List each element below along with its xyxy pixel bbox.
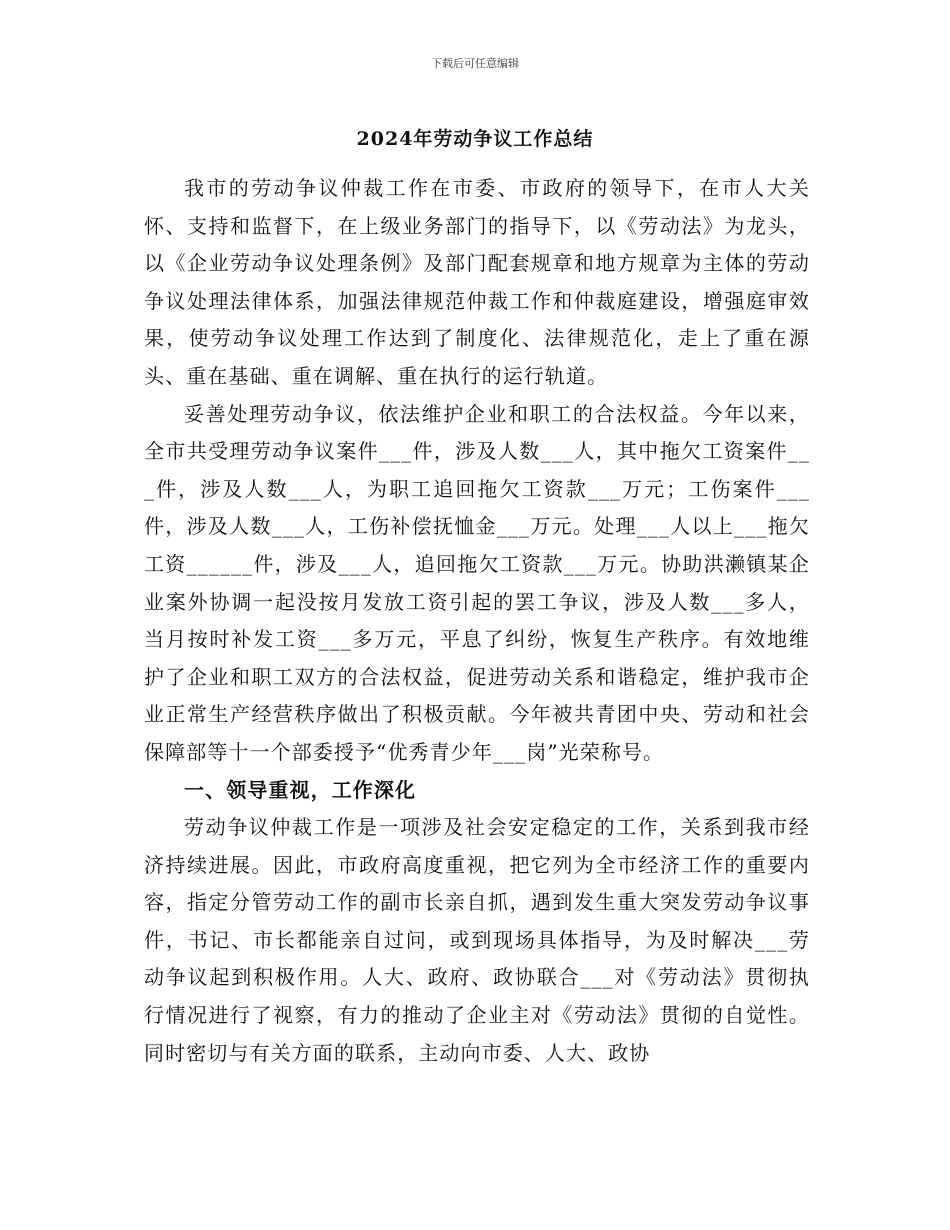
document-title: 2024年劳动争议工作总结	[356, 128, 594, 150]
section-heading-1: 一、领导重视，工作深化	[184, 777, 417, 802]
header-note: 下载后可任意编辑	[431, 57, 519, 70]
paragraph-intro: 我市的劳动争议仲裁工作在市委、市政府的领导下，在市人大关怀、支持和监督下，在上级业务部门的指导下，以《劳动法》为龙头，以《企业劳动争议处理条例》及部门配套规章和地方规章为主体的劳动争议处理法律体系，加强法律规范仲裁工作和仲裁庭建设，增强庭审效果，使劳动争议处理工作达到了制度化、法律规范化，走上了重在源头、重在基础、重在调解、重在执行的运行轨道。	[144, 176, 810, 388]
document-body	[144, 170, 810, 1072]
paragraph-leadership: 劳动争议仲裁工作是一项涉及社会安定稳定的工作，关系到我市经济持续进展。因此，市政府高度重视，把它列为全市经济工作的重要内容，指定分管劳动工作的副市长亲自抓，遇到发生重大突发劳动争议事件，书记、市长都能亲自过问，或到现场具体指导，为及时解决___劳动争议起到积极作用。人大、政府、政协联合___对《劳动法》贯彻执行情况进行了视察，有力的推动了企业主对《劳动法》贯彻的自觉性。同时密切与有关方面的联系，主动向市委、人大、政协	[144, 815, 810, 1065]
paragraph-dispute-handling: 妥善处理劳动争议，依法维护企业和职工的合法权益。今年以来，全市共受理劳动争议案件___件，涉及人数___人，其中拖欠工资案件___件，涉及人数___人，为职工追回拖欠工资款___万元；工伤案件___件，涉及人数___人，工伤补偿抚恤金___万元。处理___人以上___拖欠工资______件，涉及___人，追回拖欠工资款___万元。协助洪濑镇某企业案外协调一起没按月发放工资引起的罢工争议，涉及人数___多人，当月按时补发工资___多万元，平息了纠纷，恢复生产秩序。有效地维护了企业和职工双方的合法权益，促进劳动关系和谐稳定，维护我市企业正常生产经营秩序做出了积极贡献。今年被共青团中央、劳动和社会保障部等十一个部委授予“优秀青少年___岗”光荣称号。	[144, 401, 810, 764]
